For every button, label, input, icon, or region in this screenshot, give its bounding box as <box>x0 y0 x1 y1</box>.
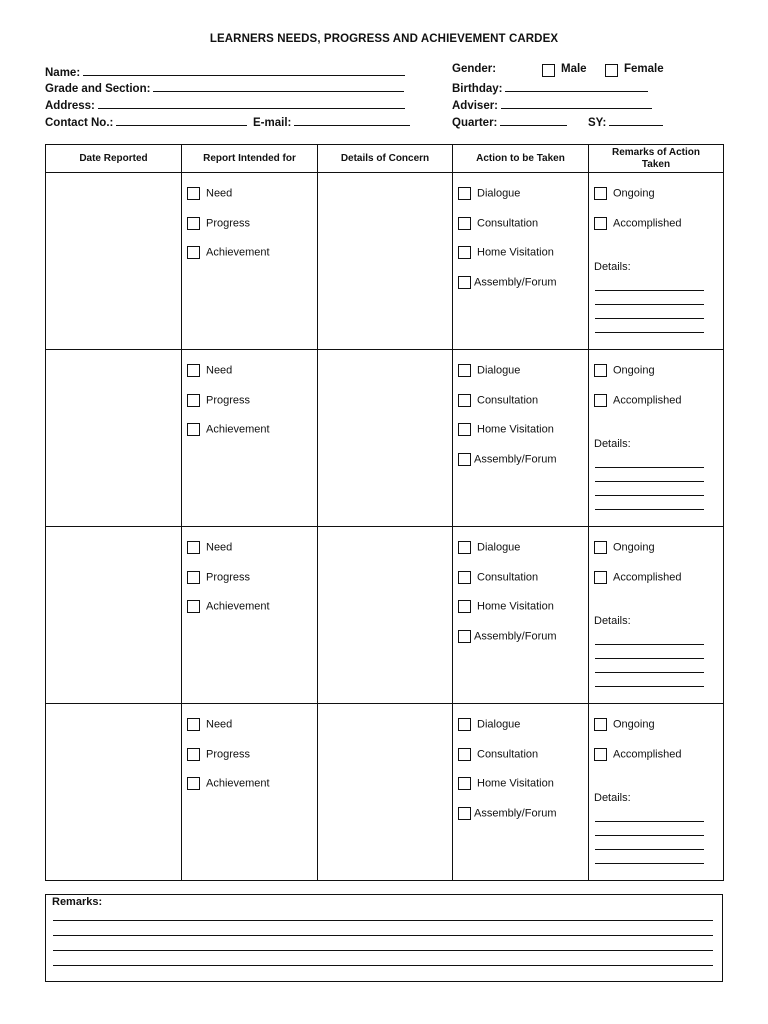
birthday-label: Birthday: <box>452 83 503 95</box>
progress-checkbox-label: Progress <box>206 394 251 407</box>
checkbox-icon[interactable] <box>187 600 200 613</box>
need-checkbox[interactable] <box>187 364 232 377</box>
checkbox-icon[interactable] <box>458 777 471 790</box>
table-header-row <box>46 145 724 173</box>
assembly-forum-checkbox[interactable] <box>458 630 557 643</box>
birthday-field <box>452 79 648 95</box>
address-input-line[interactable] <box>98 96 405 109</box>
adviser-label: Adviser: <box>452 100 499 112</box>
remarks-line[interactable] <box>53 965 713 966</box>
assembly-forum-checkbox-label: Assembly/Forum <box>474 630 557 643</box>
checkbox-icon[interactable] <box>458 276 471 289</box>
details-line[interactable] <box>595 835 704 836</box>
home-visitation-checkbox-label: Home Visitation <box>477 423 554 436</box>
checkbox-icon[interactable] <box>187 718 200 731</box>
details-label: Details: <box>594 615 631 627</box>
details-concern-cell[interactable] <box>318 704 453 881</box>
consultation-checkbox-label: Consultation <box>477 748 539 761</box>
details-line[interactable] <box>595 509 704 510</box>
sy-field <box>588 113 663 129</box>
remarks-action-cell <box>589 350 724 527</box>
name-field <box>45 63 405 79</box>
checkbox-icon[interactable] <box>187 394 200 407</box>
details-concern-cell[interactable] <box>318 350 453 527</box>
address-label: Address: <box>45 100 95 112</box>
details-label: Details: <box>594 792 631 804</box>
checkbox-icon[interactable] <box>458 807 471 820</box>
checkbox-icon[interactable] <box>187 777 200 790</box>
achievement-checkbox-label: Achievement <box>206 600 270 613</box>
details-line[interactable] <box>595 644 704 645</box>
assembly-forum-checkbox[interactable] <box>458 276 557 289</box>
ongoing-checkbox[interactable] <box>594 364 655 377</box>
accomplished-checkbox[interactable] <box>594 571 681 584</box>
checkbox-icon[interactable] <box>594 187 607 200</box>
need-checkbox[interactable] <box>187 187 232 200</box>
assembly-forum-checkbox-label: Assembly/Forum <box>474 453 557 466</box>
achievement-checkbox[interactable] <box>187 600 270 613</box>
dialogue-checkbox-label: Dialogue <box>477 364 521 377</box>
checkbox-icon[interactable] <box>458 364 471 377</box>
details-line[interactable] <box>595 318 704 319</box>
details-line[interactable] <box>595 332 704 333</box>
need-checkbox-label: Need <box>206 187 233 200</box>
name-input-line[interactable] <box>83 63 405 76</box>
accomplished-checkbox-label: Accomplished <box>613 394 682 407</box>
remarks-action-cell <box>589 173 724 350</box>
page-title: LEARNERS NEEDS, PROGRESS AND ACHIEVEMENT CARDEX <box>209 33 559 45</box>
remarks-line[interactable] <box>53 920 713 921</box>
birthday-input-line[interactable] <box>505 79 648 92</box>
checkbox-icon[interactable] <box>187 217 200 230</box>
dialogue-checkbox-label: Dialogue <box>477 718 521 731</box>
sy-label: SY: <box>588 117 607 129</box>
table-row <box>46 350 724 527</box>
male-checkbox[interactable] <box>542 64 555 77</box>
accomplished-checkbox-label: Accomplished <box>613 217 682 230</box>
report-intended-cell <box>182 173 318 350</box>
assembly-forum-checkbox[interactable] <box>458 453 557 466</box>
adviser-field <box>452 96 652 112</box>
progress-checkbox[interactable] <box>187 217 250 230</box>
grade-section-label: Grade and Section: <box>45 83 151 95</box>
details-label: Details: <box>594 261 631 273</box>
action-taken-cell <box>453 704 589 881</box>
remarks-action-cell <box>589 527 724 704</box>
details-line[interactable] <box>595 821 704 822</box>
col-details-concern: Details of Concern <box>318 145 453 173</box>
female-checkbox[interactable] <box>605 64 618 77</box>
remarks-box <box>45 894 723 982</box>
need-checkbox-label: Need <box>206 718 233 731</box>
table-row <box>46 527 724 704</box>
cardex-table <box>45 144 724 881</box>
achievement-checkbox-label: Achievement <box>206 246 270 259</box>
dialogue-checkbox-label: Dialogue <box>477 187 521 200</box>
consultation-checkbox[interactable] <box>458 217 538 230</box>
email-field <box>253 113 410 129</box>
details-line[interactable] <box>595 658 704 659</box>
achievement-checkbox-label: Achievement <box>206 423 270 436</box>
consultation-checkbox-label: Consultation <box>477 571 539 584</box>
checkbox-icon[interactable] <box>458 394 471 407</box>
progress-checkbox[interactable] <box>187 394 250 407</box>
need-checkbox-label: Need <box>206 364 233 377</box>
checkbox-icon[interactable] <box>187 246 200 259</box>
dialogue-checkbox[interactable] <box>458 364 520 377</box>
checkbox-icon[interactable] <box>458 246 471 259</box>
checkbox-icon[interactable] <box>458 217 471 230</box>
need-checkbox[interactable] <box>187 541 232 554</box>
table-row <box>46 704 724 881</box>
name-label: Name: <box>45 67 81 79</box>
address-field <box>45 96 405 112</box>
ongoing-checkbox[interactable] <box>594 541 655 554</box>
home-visitation-checkbox[interactable] <box>458 423 554 436</box>
col-date-reported: Date Reported <box>46 145 182 173</box>
report-intended-cell <box>182 704 318 881</box>
details-line[interactable] <box>595 467 704 468</box>
contact-field <box>45 113 247 129</box>
details-label: Details: <box>594 438 631 450</box>
progress-checkbox-label: Progress <box>206 748 251 761</box>
details-line[interactable] <box>595 849 704 850</box>
details-line[interactable] <box>595 495 704 496</box>
grade-section-input-line[interactable] <box>153 79 404 92</box>
action-taken-cell <box>453 527 589 704</box>
dialogue-checkbox[interactable] <box>458 187 520 200</box>
contact-input-line[interactable] <box>116 113 247 126</box>
checkbox-icon[interactable] <box>458 453 471 466</box>
sy-input-line[interactable] <box>609 113 663 126</box>
progress-checkbox-label: Progress <box>206 217 251 230</box>
checkbox-icon[interactable] <box>594 364 607 377</box>
checkbox-icon[interactable] <box>187 748 200 761</box>
details-line[interactable] <box>595 304 704 305</box>
checkbox-icon[interactable] <box>594 217 607 230</box>
ongoing-checkbox[interactable] <box>594 187 655 200</box>
achievement-checkbox-label: Achievement <box>206 777 270 790</box>
assembly-forum-checkbox-label: Assembly/Forum <box>474 807 557 820</box>
quarter-input-line[interactable] <box>500 113 567 126</box>
checkbox-icon[interactable] <box>187 541 200 554</box>
progress-checkbox-label: Progress <box>206 571 251 584</box>
email-input-line[interactable] <box>294 113 410 126</box>
checkbox-icon[interactable] <box>187 571 200 584</box>
ongoing-checkbox[interactable] <box>594 718 655 731</box>
date-reported-cell[interactable] <box>46 527 182 704</box>
details-concern-cell[interactable] <box>318 527 453 704</box>
date-reported-cell[interactable] <box>46 704 182 881</box>
home-visitation-checkbox[interactable] <box>458 777 554 790</box>
ongoing-checkbox-label: Ongoing <box>613 364 655 377</box>
female-label: Female <box>624 63 664 75</box>
adviser-input-line[interactable] <box>501 96 652 109</box>
checkbox-icon[interactable] <box>458 630 471 643</box>
dialogue-checkbox[interactable] <box>458 541 520 554</box>
checkbox-icon[interactable] <box>594 748 607 761</box>
col-report-intended: Report Intended for <box>182 145 318 173</box>
details-concern-cell[interactable] <box>318 173 453 350</box>
email-label: E-mail: <box>253 117 292 129</box>
consultation-checkbox[interactable] <box>458 748 538 761</box>
report-intended-cell <box>182 350 318 527</box>
date-reported-cell[interactable] <box>46 350 182 527</box>
checkbox-icon[interactable] <box>187 187 200 200</box>
need-checkbox-label: Need <box>206 541 233 554</box>
details-line[interactable] <box>595 290 704 291</box>
checkbox-icon[interactable] <box>458 718 471 731</box>
date-reported-cell[interactable] <box>46 173 182 350</box>
checkbox-icon[interactable] <box>594 394 607 407</box>
home-visitation-checkbox[interactable] <box>458 246 554 259</box>
checkbox-icon[interactable] <box>594 571 607 584</box>
checkbox-icon[interactable] <box>458 600 471 613</box>
accomplished-checkbox-label: Accomplished <box>613 748 682 761</box>
consultation-checkbox-label: Consultation <box>477 217 539 230</box>
checkbox-icon[interactable] <box>458 748 471 761</box>
ongoing-checkbox-label: Ongoing <box>613 718 655 731</box>
checkbox-icon[interactable] <box>458 187 471 200</box>
contact-label: Contact No.: <box>45 117 114 129</box>
home-visitation-checkbox-label: Home Visitation <box>477 600 554 613</box>
checkbox-icon[interactable] <box>594 541 607 554</box>
details-line[interactable] <box>595 686 704 687</box>
home-visitation-checkbox-label: Home Visitation <box>477 777 554 790</box>
ongoing-checkbox-label: Ongoing <box>613 187 655 200</box>
consultation-checkbox-label: Consultation <box>477 394 539 407</box>
remarks-line[interactable] <box>53 950 713 951</box>
checkbox-icon[interactable] <box>594 718 607 731</box>
remarks-label: Remarks: <box>52 896 103 908</box>
col-remarks-action: Remarks of Action Taken <box>589 145 724 173</box>
home-visitation-checkbox[interactable] <box>458 600 554 613</box>
table-row <box>46 173 724 350</box>
details-line[interactable] <box>595 481 704 482</box>
details-line[interactable] <box>595 863 704 864</box>
quarter-field <box>452 113 567 129</box>
checkbox-icon[interactable] <box>187 364 200 377</box>
accomplished-checkbox[interactable] <box>594 394 681 407</box>
dialogue-checkbox-label: Dialogue <box>477 541 521 554</box>
assembly-forum-checkbox[interactable] <box>458 807 557 820</box>
quarter-label: Quarter: <box>452 117 498 129</box>
achievement-checkbox[interactable] <box>187 777 270 790</box>
progress-checkbox[interactable] <box>187 748 250 761</box>
consultation-checkbox[interactable] <box>458 571 538 584</box>
achievement-checkbox[interactable] <box>187 423 270 436</box>
accomplished-checkbox[interactable] <box>594 217 681 230</box>
checkbox-icon[interactable] <box>187 423 200 436</box>
remarks-line[interactable] <box>53 935 713 936</box>
checkbox-icon[interactable] <box>458 423 471 436</box>
assembly-forum-checkbox-label: Assembly/Forum <box>474 276 557 289</box>
gender-label: Gender: <box>452 63 497 75</box>
need-checkbox[interactable] <box>187 718 232 731</box>
ongoing-checkbox-label: Ongoing <box>613 541 655 554</box>
grade-section-field <box>45 79 404 95</box>
accomplished-checkbox[interactable] <box>594 748 681 761</box>
action-taken-cell <box>453 173 589 350</box>
checkbox-icon[interactable] <box>458 571 471 584</box>
progress-checkbox[interactable] <box>187 571 250 584</box>
consultation-checkbox[interactable] <box>458 394 538 407</box>
home-visitation-checkbox-label: Home Visitation <box>477 246 554 259</box>
male-label: Male <box>561 63 587 75</box>
details-line[interactable] <box>595 672 704 673</box>
remarks-action-cell <box>589 704 724 881</box>
report-intended-cell <box>182 527 318 704</box>
action-taken-cell <box>453 350 589 527</box>
checkbox-icon[interactable] <box>458 541 471 554</box>
dialogue-checkbox[interactable] <box>458 718 520 731</box>
achievement-checkbox[interactable] <box>187 246 270 259</box>
col-action-taken: Action to be Taken <box>453 145 589 173</box>
accomplished-checkbox-label: Accomplished <box>613 571 682 584</box>
